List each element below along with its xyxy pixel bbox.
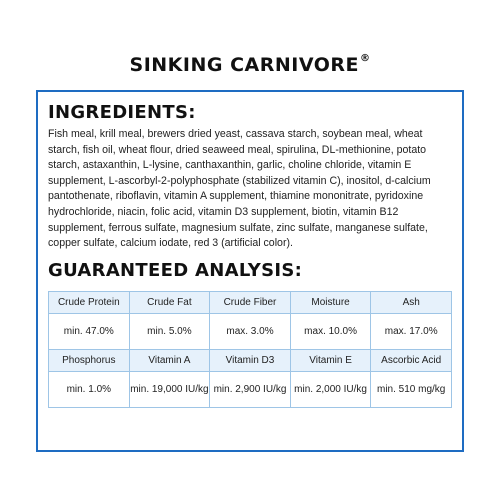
table-header-cell: Ash (371, 291, 452, 313)
table-value-cell: min. 1.0% (49, 371, 130, 407)
table-header-cell: Vitamin E (290, 349, 371, 371)
table-value-cell: min. 47.0% (49, 313, 130, 349)
table-value-cell: min. 2,000 IU/kg (290, 371, 371, 407)
analysis-value-row (49, 371, 452, 407)
ingredients-heading: INGREDIENTS: (48, 102, 196, 123)
registered-mark: ® (359, 53, 371, 64)
table-header-cell: Crude Fat (129, 291, 210, 313)
table-header-cell: Crude Protein (49, 291, 130, 313)
table-value-cell: max. 3.0% (210, 313, 291, 349)
table-header-cell: Crude Fiber (210, 291, 291, 313)
table-header-cell: Vitamin D3 (210, 349, 291, 371)
analysis-header-row (49, 349, 452, 371)
table-header-cell: Moisture (290, 291, 371, 313)
table-value-cell: min. 19,000 IU/kg (129, 371, 210, 407)
table-header-cell: Phosphorus (49, 349, 130, 371)
table-value-cell: min. 2,900 IU/kg (210, 371, 291, 407)
product-title-text: SINKING CARNIVORE (129, 54, 359, 76)
product-title (0, 54, 500, 76)
table-value-cell: min. 5.0% (129, 313, 210, 349)
table-header-cell: Ascorbic Acid (371, 349, 452, 371)
ingredients-text: Fish meal, krill meal, brewers dried yeast, cassava starch, soybean meal, wheat starch, fish oil, wheat flour, dried seaweed meal, spirulina, DL-methionine, potato starch, astaxanthin, L-lysine, canthaxanthin, garlic, choline chloride, vitamin E supplement, L-ascorbyl-2-polyphosphate (stabilized vitamin C), inositol, d-calcium pantothenate, riboflavin, vitamin A supplement, thiamine mononitrate, pyridoxine hydrochloride, niacin, folic acid, vitamin D3 supplement, biotin, vitamin B12 supplement, ferrous sulfate, magnesium sulfate, zinc sulfate, manganese sulfate, copper sulfate, calcium iodate, red 3 (artificial color). (48, 128, 431, 250)
table-value-cell: min. 510 mg/kg (371, 371, 452, 407)
table-value-cell: max. 17.0% (371, 313, 452, 349)
table-header-cell: Vitamin A (129, 349, 210, 371)
analysis-header-row (49, 291, 452, 313)
analysis-heading: GUARANTEED ANALYSIS: (48, 259, 303, 281)
label-panel (36, 90, 464, 452)
analysis-value-row (49, 313, 452, 349)
table-value-cell: max. 10.0% (290, 313, 371, 349)
analysis-table (48, 291, 452, 408)
